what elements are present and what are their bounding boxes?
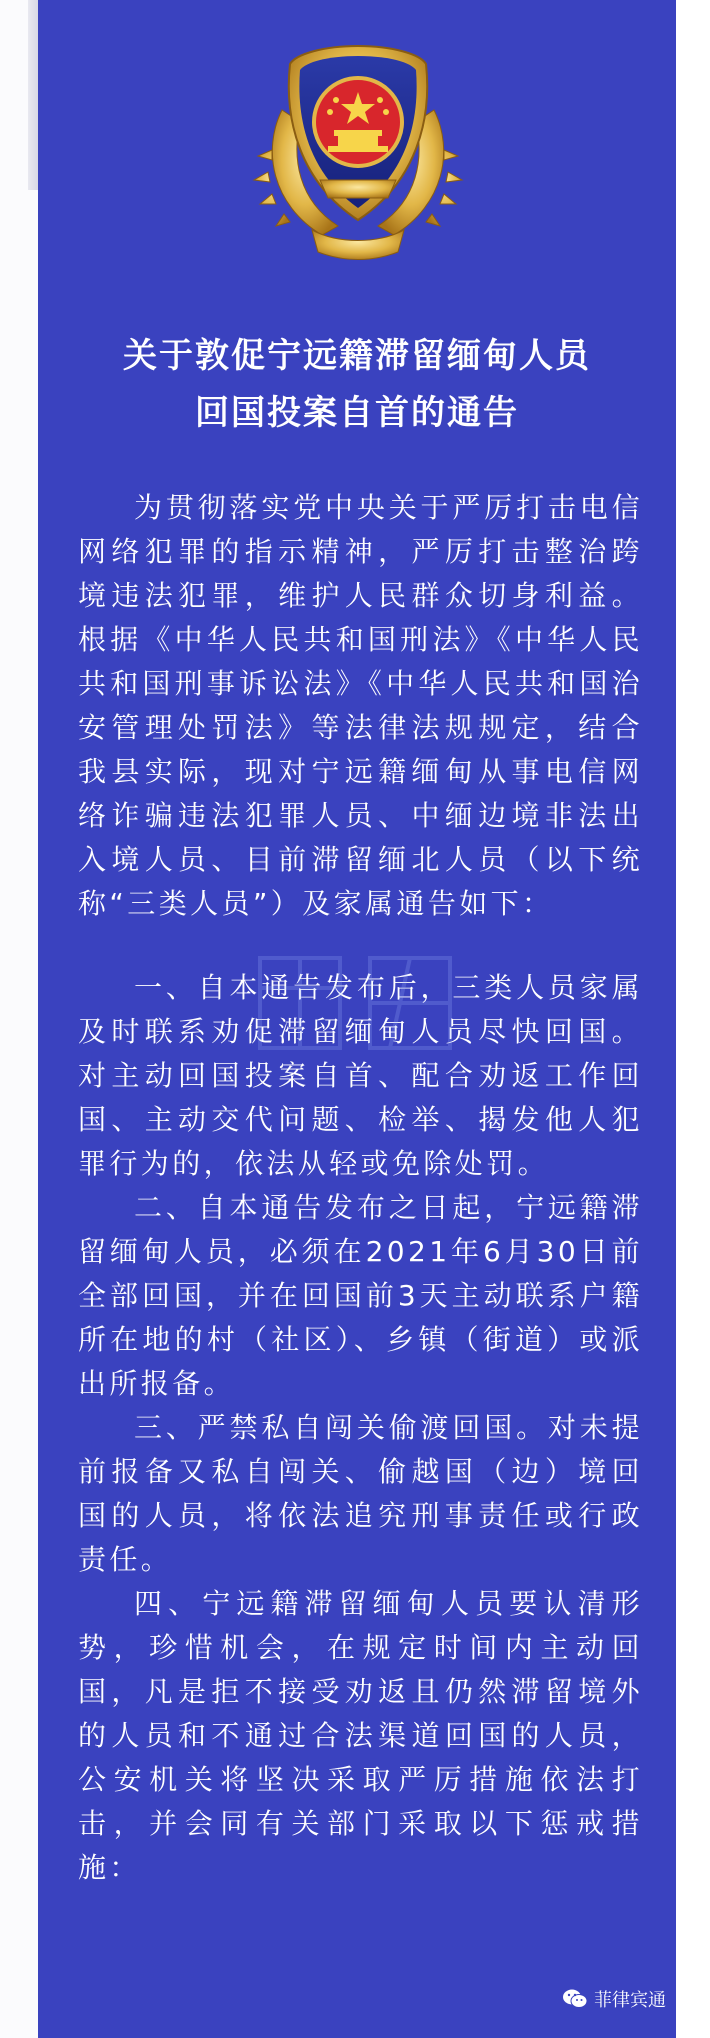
notice-body (78, 486, 643, 1890)
paragraph-item-4: 四、宁远籍滞留缅甸人员要认清形势，珍惜机会，在规定时间内主动回国，凡是拒不接受劝返且仍然滞留境外的人员和不通过合法渠道回国的人员，公安机关将坚决采取严厉措施依法打击，并会同有关部门采取以下惩戒措施： (78, 1587, 643, 1884)
watermark-icon (250, 948, 460, 1058)
paragraph-intro: 为贯彻落实党中央关于严厉打击电信网络犯罪的指示精神，严厉打击整治跨境违法犯罪，维护人民群众切身利益。根据《中华人民共和国刑法》《中华人民共和国刑事诉讼法》《中华人民共和国治安管理处罚法》等法律法规规定，结合我县实际，现对宁远籍缅甸从事电信网络诈骗违法犯罪人员、中缅边境非法出入境人员、目前滞留缅北人员（以下统称“三类人员”）及家属通告如下： (78, 491, 643, 920)
paragraph-item-1: 一、自本通告发布后，三类人员家属及时联系劝促滞留缅甸人员尽快回国。对主动回国投案自首、配合劝返工作回国、主动交代问题、检举、揭发他人犯罪行为的，依法从轻或免除处罚。 (78, 971, 643, 1180)
right-margin (676, 0, 710, 2038)
source-watermark (562, 1986, 666, 2012)
source-account-name: 菲律宾通 (594, 1990, 666, 2011)
title-line-1: 关于敦促宁远籍滞留缅甸人员 (123, 336, 591, 376)
page-edge-shadow (28, 0, 38, 190)
notice-title (38, 328, 676, 442)
paragraph-item-2: 二、自本通告发布之日起，宁远籍滞留缅甸人员，必须在2021年6月30日前全部回国，并在回国前3天主动联系户籍所在地的村（社区）、乡镇（街道）或派出所报备。 (78, 1191, 643, 1400)
paragraph-item-3: 三、严禁私自闯关偷渡回国。对未提前报备又私自闯关、偷越国（边）境回国的人员，将依法追究刑事责任或行政责任。 (78, 1411, 643, 1576)
wechat-icon (562, 1988, 588, 2010)
title-line-2: 回国投案自首的通告 (195, 393, 519, 433)
left-margin (0, 0, 38, 2038)
police-emblem-icon (242, 30, 474, 270)
